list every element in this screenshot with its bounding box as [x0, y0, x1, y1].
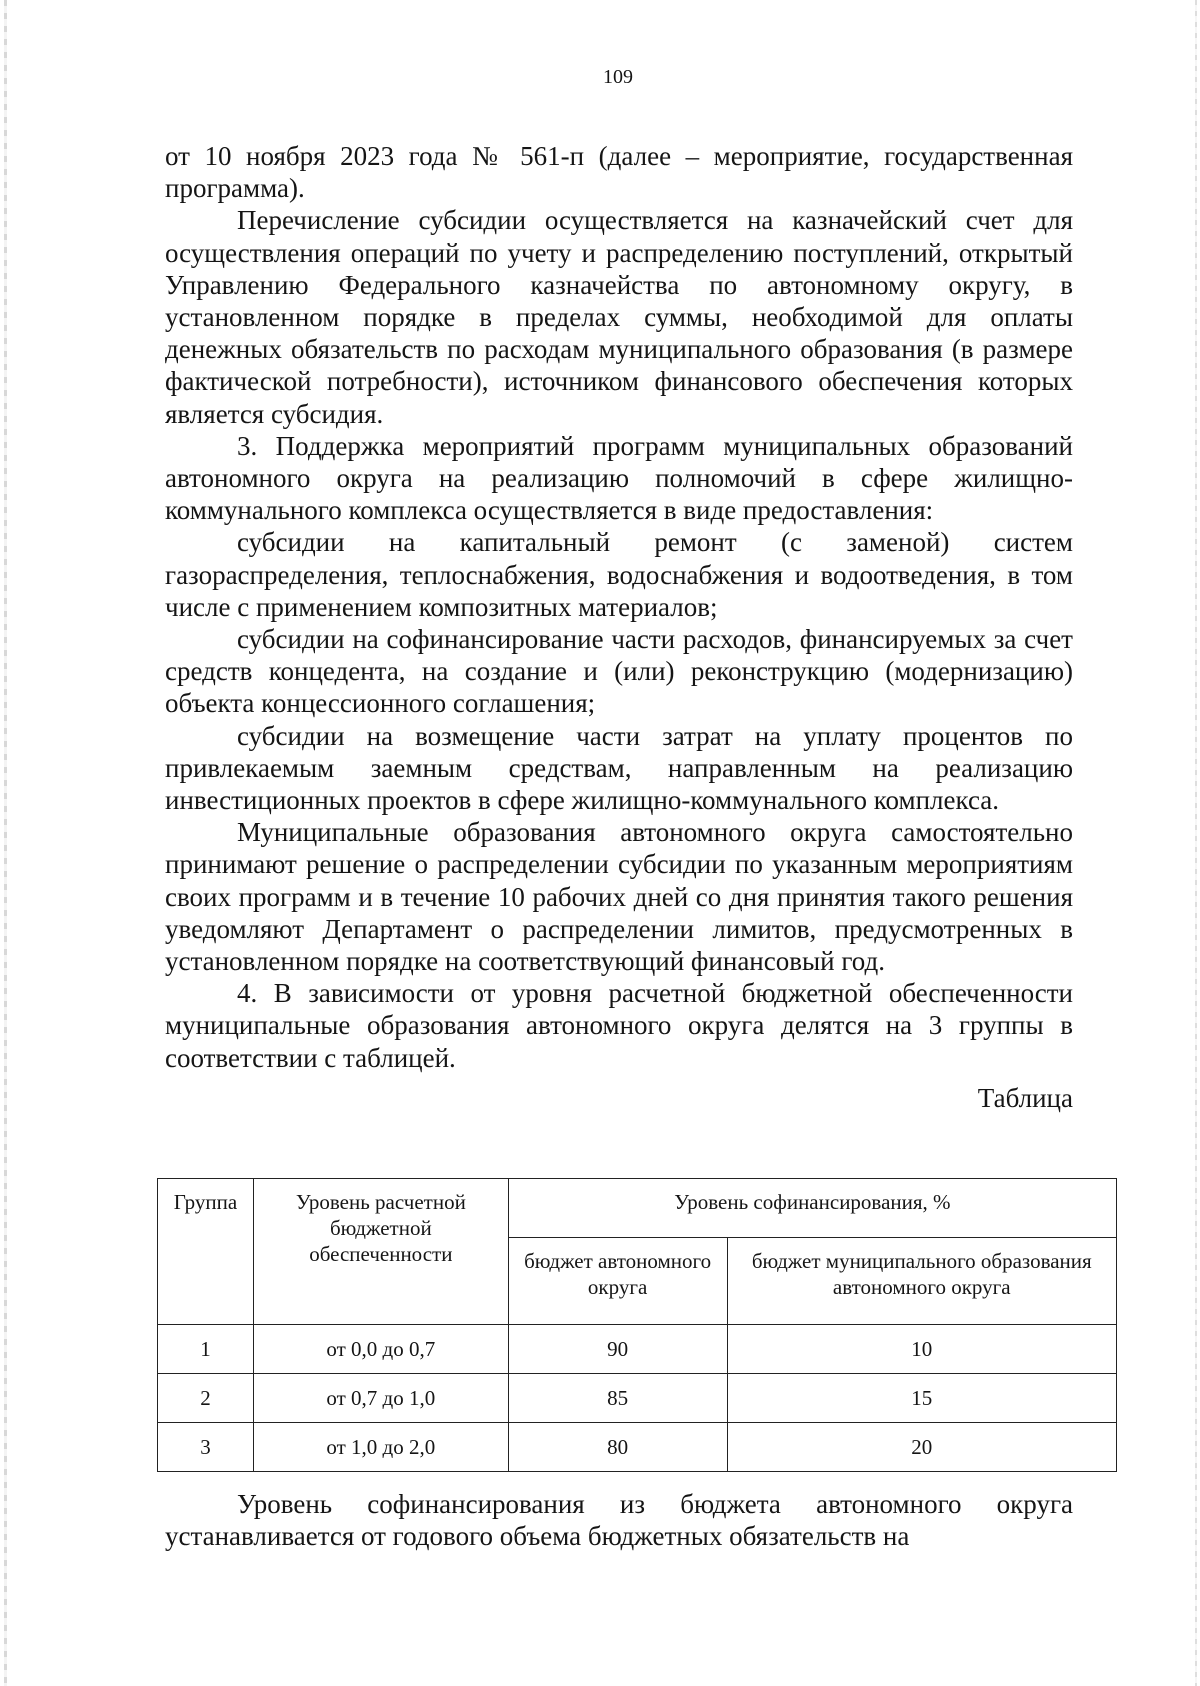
cell-okrug-share: 80 — [508, 1423, 727, 1472]
page-number: 109 — [603, 66, 633, 88]
table-row — [158, 1325, 1117, 1374]
paragraph-item-4: 4. В зависимости от уровня расчетной бюджетной обеспеченности муниципальные образования автономного округа делятся на 3 группы в соответствии с таблицей. — [165, 978, 1073, 1073]
header-cofinancing-level: Уровень софинансирования, % — [508, 1179, 1116, 1238]
cell-municipal-share: 10 — [727, 1325, 1117, 1374]
document-tail — [165, 1488, 1073, 1552]
header-municipal-budget: бюджет муниципального образования автономного округа — [727, 1238, 1117, 1325]
cell-group: 1 — [158, 1325, 254, 1374]
cell-group: 2 — [158, 1374, 254, 1423]
header-group: Группа — [158, 1179, 254, 1325]
cell-okrug-share: 90 — [508, 1325, 727, 1374]
cell-level: от 0,0 до 0,7 — [253, 1325, 508, 1374]
cell-municipal-share: 20 — [727, 1423, 1117, 1472]
cofinancing-table — [157, 1178, 1117, 1472]
paragraph-item-3: 3. Поддержка мероприятий программ муниципальных образований автономного округа на реализацию полномочий в сфере жилищно-коммунального комплекса осуществляется в виде предоставления: — [165, 430, 1073, 526]
paragraph-municipal-decision: Муниципальные образования автономного округа самостоятельно принимают решение о распределении субсидии по указанным мероприятиям своих программ и в течение 10 рабочих дней со дня принятия такого решения уведомляют Департамент о распределении лимитов, предусмотренных в установленном порядке на соответствующий финансовый год. — [165, 817, 1073, 977]
table-header-row — [158, 1179, 1117, 1238]
cell-level: от 1,0 до 2,0 — [253, 1423, 508, 1472]
table-caption: Таблица — [977, 1082, 1073, 1113]
header-okrug-budget: бюджет автономного округа — [508, 1238, 727, 1325]
scan-edge-right — [1195, 0, 1197, 1686]
paragraph-subsidy-interest: субсидии на возмещение части затрат на уплату процентов по привлекаемым заемным средствам, направленным на реализацию инвестиционных проектов в сфере жилищно-коммунального комплекса. — [165, 720, 1073, 816]
table-row — [158, 1374, 1117, 1423]
paragraph-cofinancing-level: Уровень софинансирования из бюджета автономного округа устанавливается от годового объема бюджетных обязательств на — [165, 1489, 1073, 1552]
cell-okrug-share: 85 — [508, 1374, 727, 1423]
scan-edge-left — [4, 0, 7, 1686]
cell-municipal-share: 15 — [727, 1374, 1117, 1423]
paragraph-program-reference: от 10 ноября 2023 года № 561-п (далее – мероприятие, государственная программа). — [165, 141, 1073, 204]
table-row — [158, 1423, 1117, 1472]
paragraph-subsidy-concession: субсидии на софинансирование части расходов, финансируемых за счет средств концедента, на создание и (или) реконструкцию (модернизацию) объекта концессионного соглашения; — [165, 624, 1073, 719]
paragraph-subsidy-capital-repair: субсидии на капитальный ремонт (с заменой) систем газораспределения, теплоснабжения, водоснабжения и водоотведения, в том числе с применением композитных материалов; — [165, 527, 1073, 622]
document-body — [165, 140, 1073, 1114]
cell-group: 3 — [158, 1423, 254, 1472]
header-budget-level: Уровень расчетной бюджетной обеспеченности — [253, 1179, 508, 1325]
paragraph-subsidy-transfer: Перечисление субсидии осуществляется на казначейский счет для осуществления операций по учету и распределению поступлений, открытый Управлению Федерального казначейства по автономному округу, в установленном порядке в пределах суммы, необходимой для оплаты денежных обязательств по расходам муниципального образования (в размере фактической потребности), источником финансового обеспечения которых является субсидия. — [165, 205, 1073, 429]
cell-level: от 0,7 до 1,0 — [253, 1374, 508, 1423]
